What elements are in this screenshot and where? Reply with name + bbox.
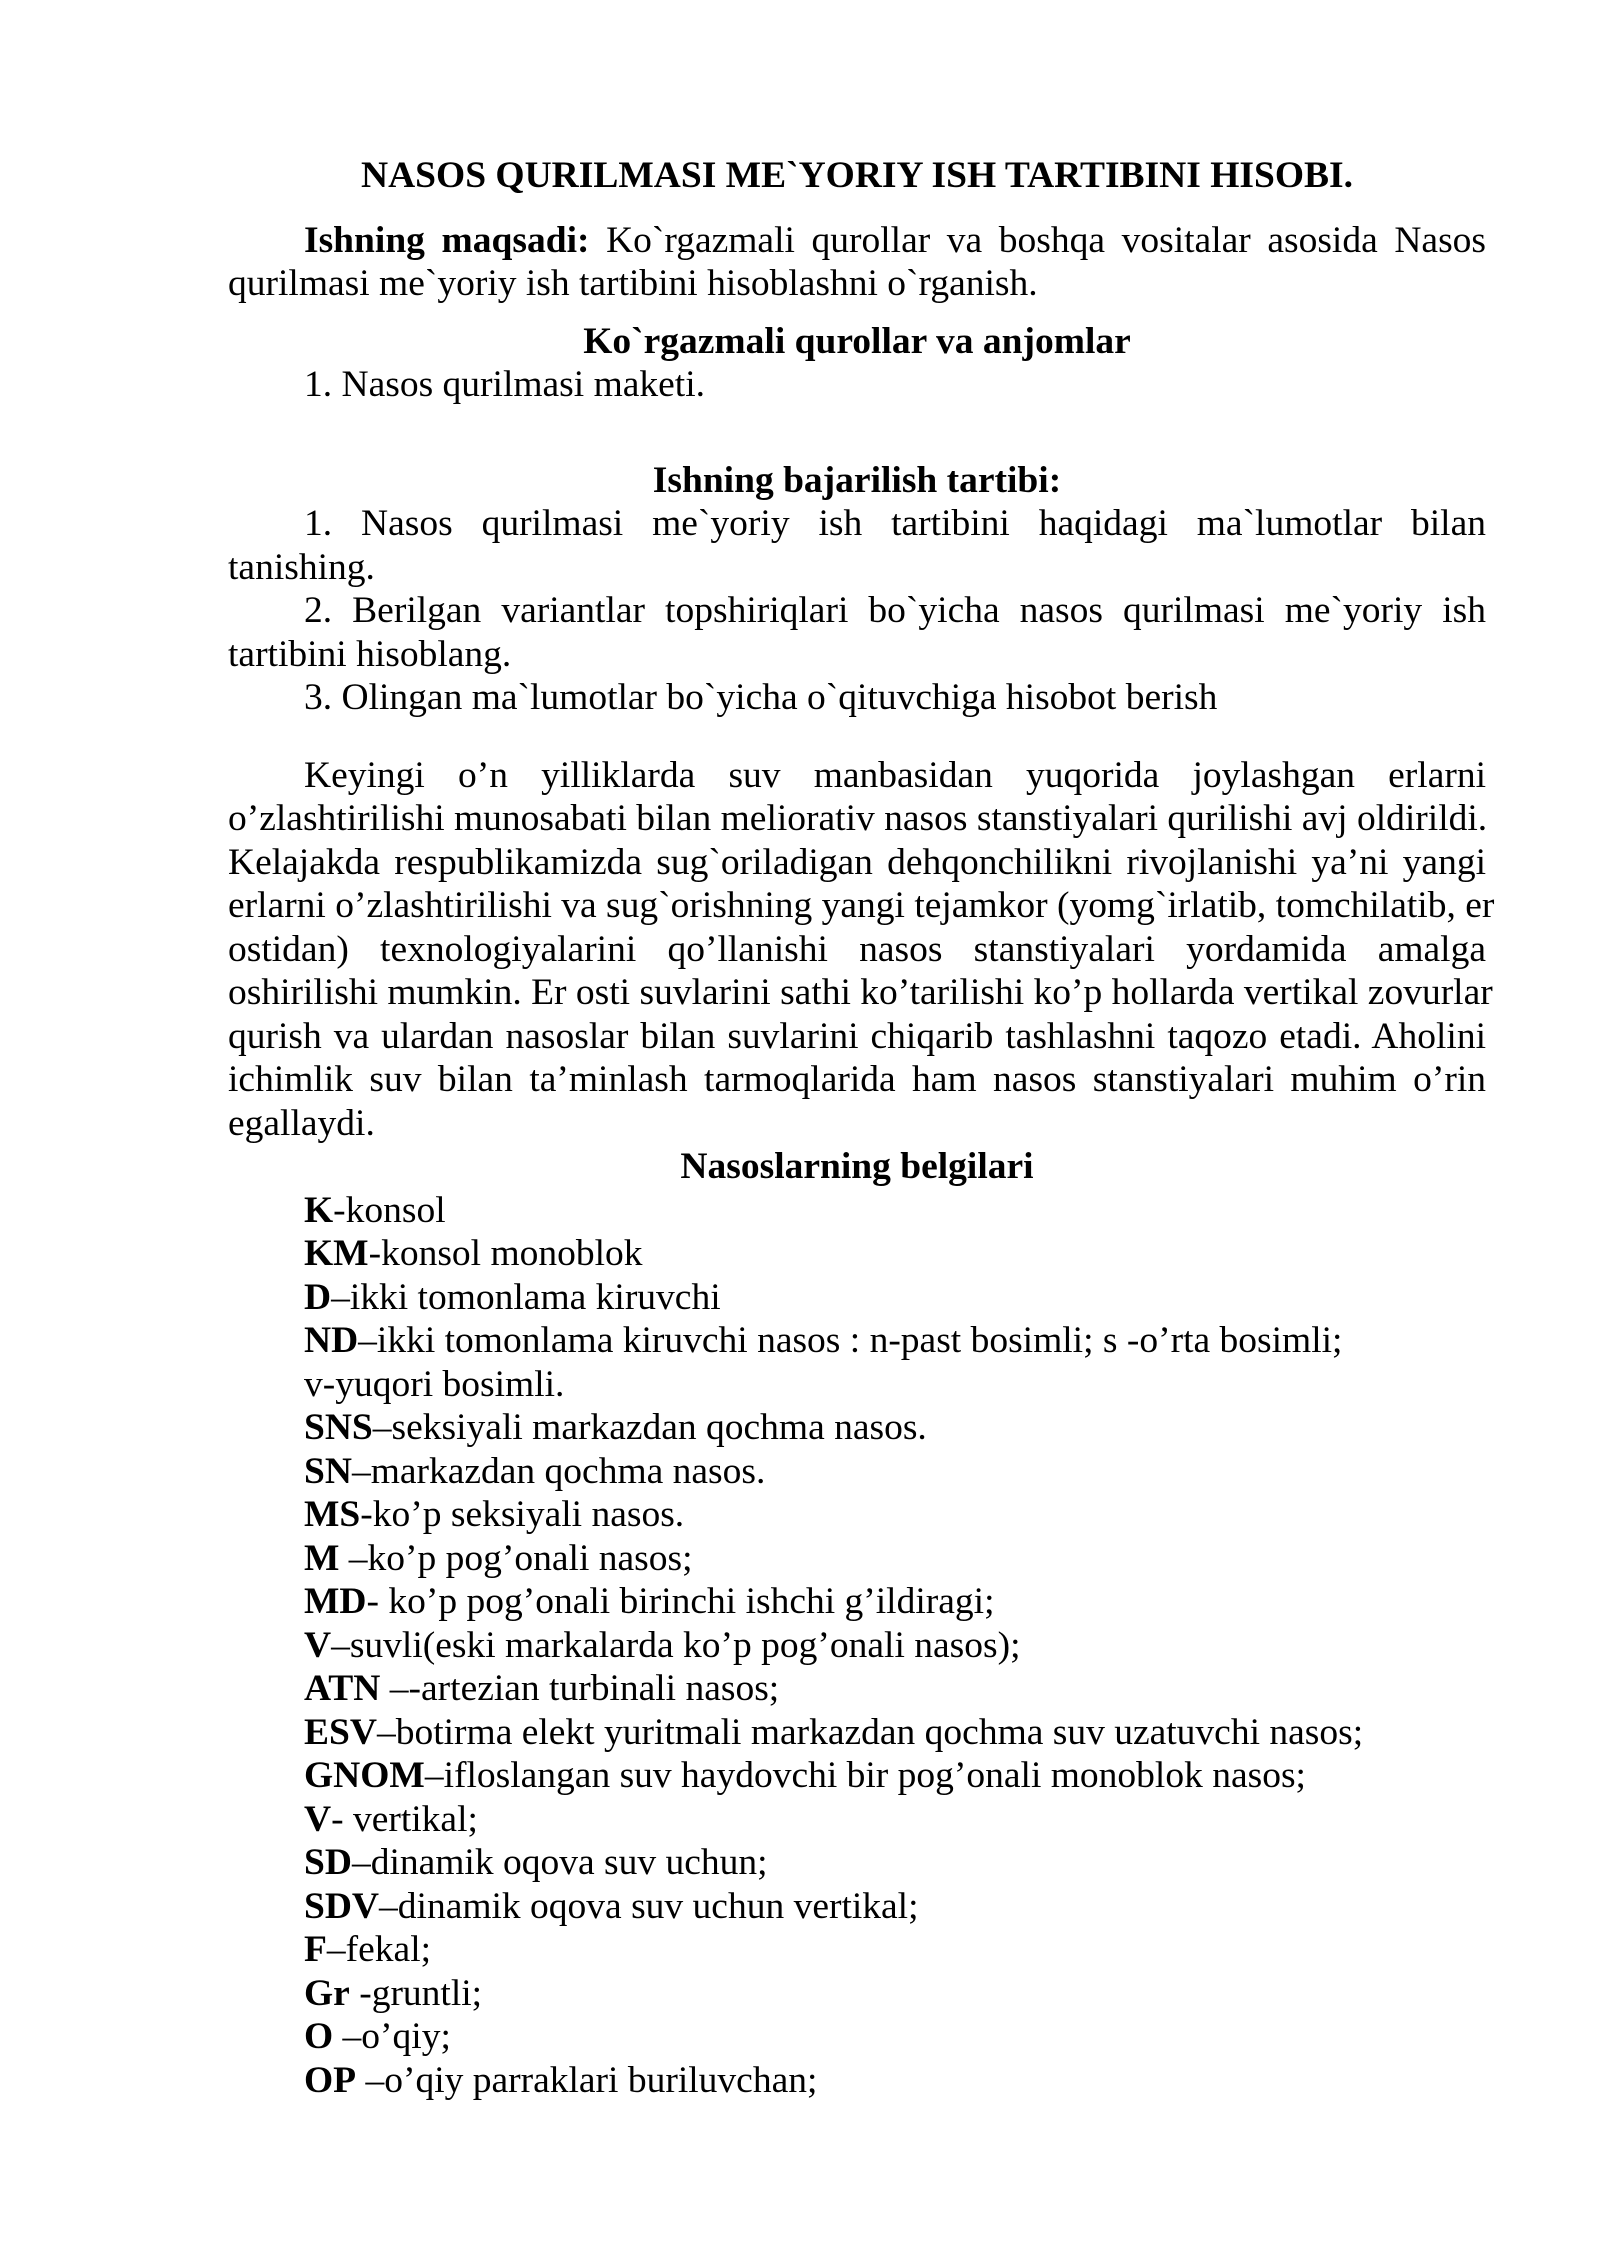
pump-label-desc: - vertikal; [331,1798,478,1840]
pump-label-row-sns [228,1406,1486,1450]
pump-label-row-atn [228,1667,1486,1711]
pump-label-desc: –markazdan qochma nasos. [351,1450,766,1492]
pump-label-code: ATN [304,1668,381,1709]
pump-label-desc: –ikki tomonlama kiruvchi [331,1276,721,1318]
pump-label-code: MS [304,1494,361,1535]
pump-label-desc: -konsol monoblok [368,1233,643,1274]
pump-label-desc: –-artezian turbinali nasos; [380,1668,780,1709]
tools-heading: Ko`rgazmali qurollar va anjomlar [583,320,1131,362]
purpose-line-2: qurilmasi me`yoriy ish tartibini hisoblashni o`rganish. [228,263,1038,304]
purpose-label: Ishning maqsadi: [304,219,590,261]
pump-label-code: M [304,1537,340,1579]
pump-label-desc: –seksiyali markazdan qochma nasos. [372,1407,927,1448]
pump-label-row-sdv [228,1885,1486,1929]
pump-label-row-o [228,2015,1486,2059]
pump-label-desc: -gruntli; [349,1972,483,2014]
pump-label-row-d [228,1276,1486,1320]
pump-label-row-km [228,1232,1486,1276]
pump-label-code: KM [304,1233,369,1274]
intro-line-9: egallaydi. [228,1102,375,1144]
pump-label-desc: –o’qiy; [333,2016,451,2057]
pump-label-code: GNOM [304,1755,425,1796]
intro-line-5: ostidan) texnologiyalarini qo’llanishi nasos stanstiyalari yordamida amalga [228,928,1486,970]
pump-label-row-ms [228,1493,1486,1537]
pump-label-code: D [304,1276,332,1318]
pump-label-code: V [304,1798,332,1840]
pump-label-desc: –fekal; [326,1929,432,1970]
pump-label-code: ND [304,1320,359,1361]
pump-label-code: Gr [304,1972,350,2014]
pump-label-desc: - ko’p pog’onali birinchi ishchi g’ildiragi; [366,1581,995,1622]
tools-item-1: 1. Nasos qurilmasi maketi. [304,364,705,405]
pump-label-row-esv [228,1711,1486,1755]
pump-label-code: F [304,1929,327,1970]
pump-label-code: SDV [304,1885,380,1927]
pump-label-desc: –ko’p pog’onali nasos; [339,1537,693,1579]
intro-line-4: erlarni o’zlashtirilishi va sug`orishning yangi tejamkor (yomg`irlatib, tomchilatib, er [228,885,1495,926]
pump-label-row-v-suvli [228,1624,1486,1668]
pump-label-desc: -ko’p seksiyali nasos. [360,1494,685,1535]
pump-label-row-gnom [228,1754,1486,1798]
pump-label-desc: –dinamik oqova suv uchun vertikal; [379,1885,919,1927]
intro-line-7: qurish va ulardan nasoslar bilan suvlarini chiqarib tashlashni taqozo etadi. Aholini [228,1015,1486,1057]
procedure-item-1-line-1: 1. Nasos qurilmasi me`yoriy ish tartibini haqidagi ma`lumotlar bilan [304,503,1486,544]
pump-label-code: SD [304,1842,352,1883]
pump-label-row-gr [228,1972,1486,2016]
pump-label-row-nd-cont [228,1363,1486,1407]
pump-label-desc: –botirma elekt yuritmali markazdan qochma suv uzatuvchi nasos; [376,1711,1364,1753]
pump-label-desc: v-yuqori bosimli. [304,1363,565,1405]
pump-label-row-k [228,1189,1486,1233]
intro-line-1: Keyingi o’n yilliklarda suv manbasidan yuqorida joylashgan erlarni [304,754,1486,796]
purpose-line-1 [228,219,1486,263]
procedure-item-3: 3. Olingan ma`lumotlar bo`yicha o`qituvchiga hisobot berish [304,677,1218,718]
pump-label-code: V [304,1624,332,1666]
pump-label-row-m [228,1537,1486,1581]
pump-label-row-sd [228,1841,1486,1885]
procedure-item-2-line-1: 2. Berilgan variantlar topshiriqlari bo`yicha nasos qurilmasi me`yoriy ish [304,590,1486,631]
pump-label-code: SNS [304,1407,373,1448]
pump-labels-heading: Nasoslarning belgilari [680,1146,1034,1187]
pump-label-desc: –suvli(eski markalarda ko’p pog’onali nasos); [331,1624,1021,1666]
pump-label-row-f [228,1928,1486,1972]
pump-label-code: OP [304,2059,357,2101]
intro-line-8: ichimlik suv bilan ta’minlash tarmoqlarida ham nasos stanstiyalari muhim o’rin [228,1059,1486,1100]
pump-label-code: K [304,1189,334,1231]
document-title: NASOS QURILMASI ME`YORIY ISH TARTIBINI HISOBI. [361,155,1353,196]
procedure-item-2-line-2: tartibini hisoblang. [228,633,512,675]
pump-label-row-nd [228,1319,1486,1363]
pump-label-row-op [228,2059,1486,2103]
pump-label-code: ESV [304,1711,377,1753]
intro-line-6: oshirilishi mumkin. Er osti suvlarini sathi ko’tarilishi ko’p hollarda vertikal zovurlar [228,972,1493,1013]
procedure-heading: Ishning bajarilish tartibi: [652,459,1062,501]
pump-label-desc: -konsol [333,1189,446,1231]
intro-line-2: o’zlashtirilishi munosabati bilan meliorativ nasos stanstiyalari qurilishi avj oldirildi. [228,798,1488,839]
intro-line-3: Kelajakda respublikamizda sug`oriladigan dehqonchilikni rivojlanishi ya’ni yangi [228,841,1486,883]
pump-label-desc: –o’qiy parraklari buriluvchan; [356,2059,818,2101]
pump-label-row-sn [228,1450,1486,1494]
pump-label-code: O [304,2016,334,2057]
procedure-item-1-line-2: tanishing. [228,546,375,588]
pump-label-row-v-vertikal [228,1798,1486,1842]
pump-label-desc: –ikki tomonlama kiruvchi nasos : n-past bosimli; s -o’rta bosimli; [358,1320,1343,1361]
pump-label-code: MD [304,1581,367,1622]
pump-label-row-md [228,1580,1486,1624]
pump-label-desc: –dinamik oqova suv uchun; [351,1842,768,1883]
purpose-line-1-text: Ko`rgazmali qurollar va boshqa vositalar asosida Nasos [589,219,1487,261]
pump-label-desc: –ifloslangan suv haydovchi bir pog’onali monoblok nasos; [424,1755,1306,1796]
pump-label-code: SN [304,1450,352,1492]
